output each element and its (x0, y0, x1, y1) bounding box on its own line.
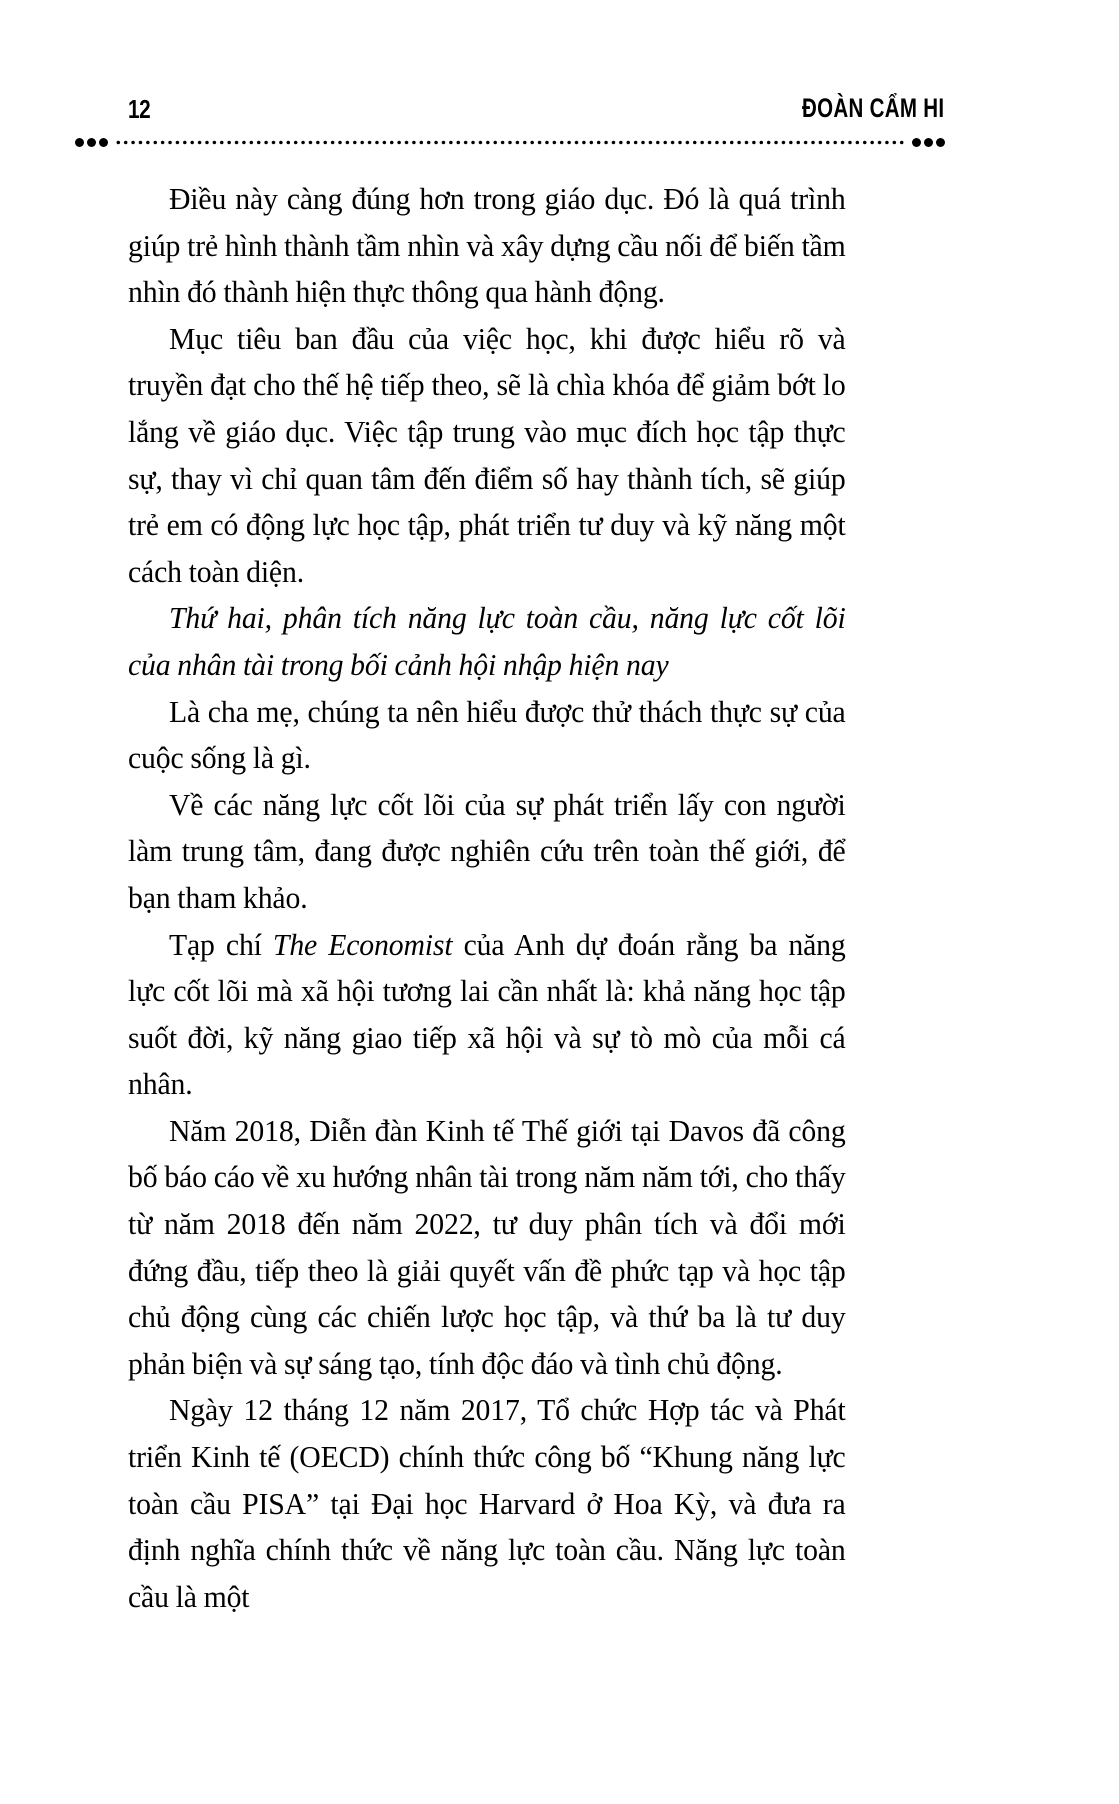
paragraph-italic-heading: Thứ hai, phân tích năng lực toàn cầu, năng lực cốt lõi của nhân tài trong bối cảnh hội nhập hiện nay (128, 601, 846, 682)
divider-dot-large (924, 138, 933, 147)
dotted-divider (75, 136, 945, 148)
paragraph: Điều này càng đúng hơn trong giáo dục. Đó là quá trình giúp trẻ hình thành tầm nhìn và xây dựng cầu nối để biến tầm nhìn đó thành hiện thực thông qua hành động. (128, 182, 846, 310)
paragraph-with-citation (128, 922, 846, 1108)
divider-dot-run (115, 140, 905, 145)
divider-dot-large (936, 138, 945, 147)
page-number: 12 (128, 94, 151, 124)
divider-dot-large (99, 138, 108, 147)
paragraph: Mục tiêu ban đầu của việc học, khi được hiểu rõ và truyền đạt cho thế hệ tiếp theo, sẽ là chìa khóa để giảm bớt lo lắng về giáo dục. Việc tập trung vào mục đích học tập thực sự, thay vì chỉ quan tâm đến điểm số hay thành tích, sẽ giúp trẻ em có động lực học tập, phát triển tư duy và kỹ năng một cách toàn diện. (128, 321, 846, 589)
divider-dot-large (87, 138, 96, 147)
paragraph: Năm 2018, Diễn đàn Kinh tế Thế giới tại Davos đã công bố báo cáo về xu hướng nhân tài trong năm năm tới, cho thấy từ năm 2018 đến năm 2022, tư duy phân tích và đổi mới đứng đầu, tiếp theo là giải quyết vấn đề phức tạp và học tập chủ động cùng các chiến lược học tập, và thứ ba là tư duy phản biện và sự sáng tạo, tính độc đáo và tình chủ động. (128, 1113, 846, 1381)
text-before-citation: Tạp chí (168, 927, 273, 962)
divider-dot-large (912, 138, 921, 147)
body-text-column (128, 176, 846, 1620)
text-after-citation: của Anh dự đoán rằng ba năng lực cốt lõi mà xã hội tương lai cần nhất là: khả năng học tập suốt đời, kỹ năng giao tiếp xã hội và sự tò mò của mỗi cá nhân. (128, 927, 846, 1102)
paragraph: Về các năng lực cốt lõi của sự phát triển lấy con người làm trung tâm, đang được nghiên cứu trên toàn thế giới, để bạn tham khảo. (128, 787, 846, 915)
divider-dot-large (75, 138, 84, 147)
publication-title: The Economist (272, 927, 453, 962)
running-head (128, 78, 944, 122)
paragraph: Ngày 12 tháng 12 năm 2017, Tổ chức Hợp tác và Phát triển Kinh tế (OECD) chính thức công bố “Khung năng lực toàn cầu PISA” tại Đại học Harvard ở Hoa Kỳ, và đưa ra định nghĩa chính thức về năng lực toàn cầu. Năng lực toàn cầu là một (128, 1393, 846, 1614)
running-title: ĐOÀN CẨM HI (801, 93, 944, 123)
paragraph: Là cha mẹ, chúng ta nên hiểu được thử thách thực sự của cuộc sống là gì. (128, 694, 846, 776)
